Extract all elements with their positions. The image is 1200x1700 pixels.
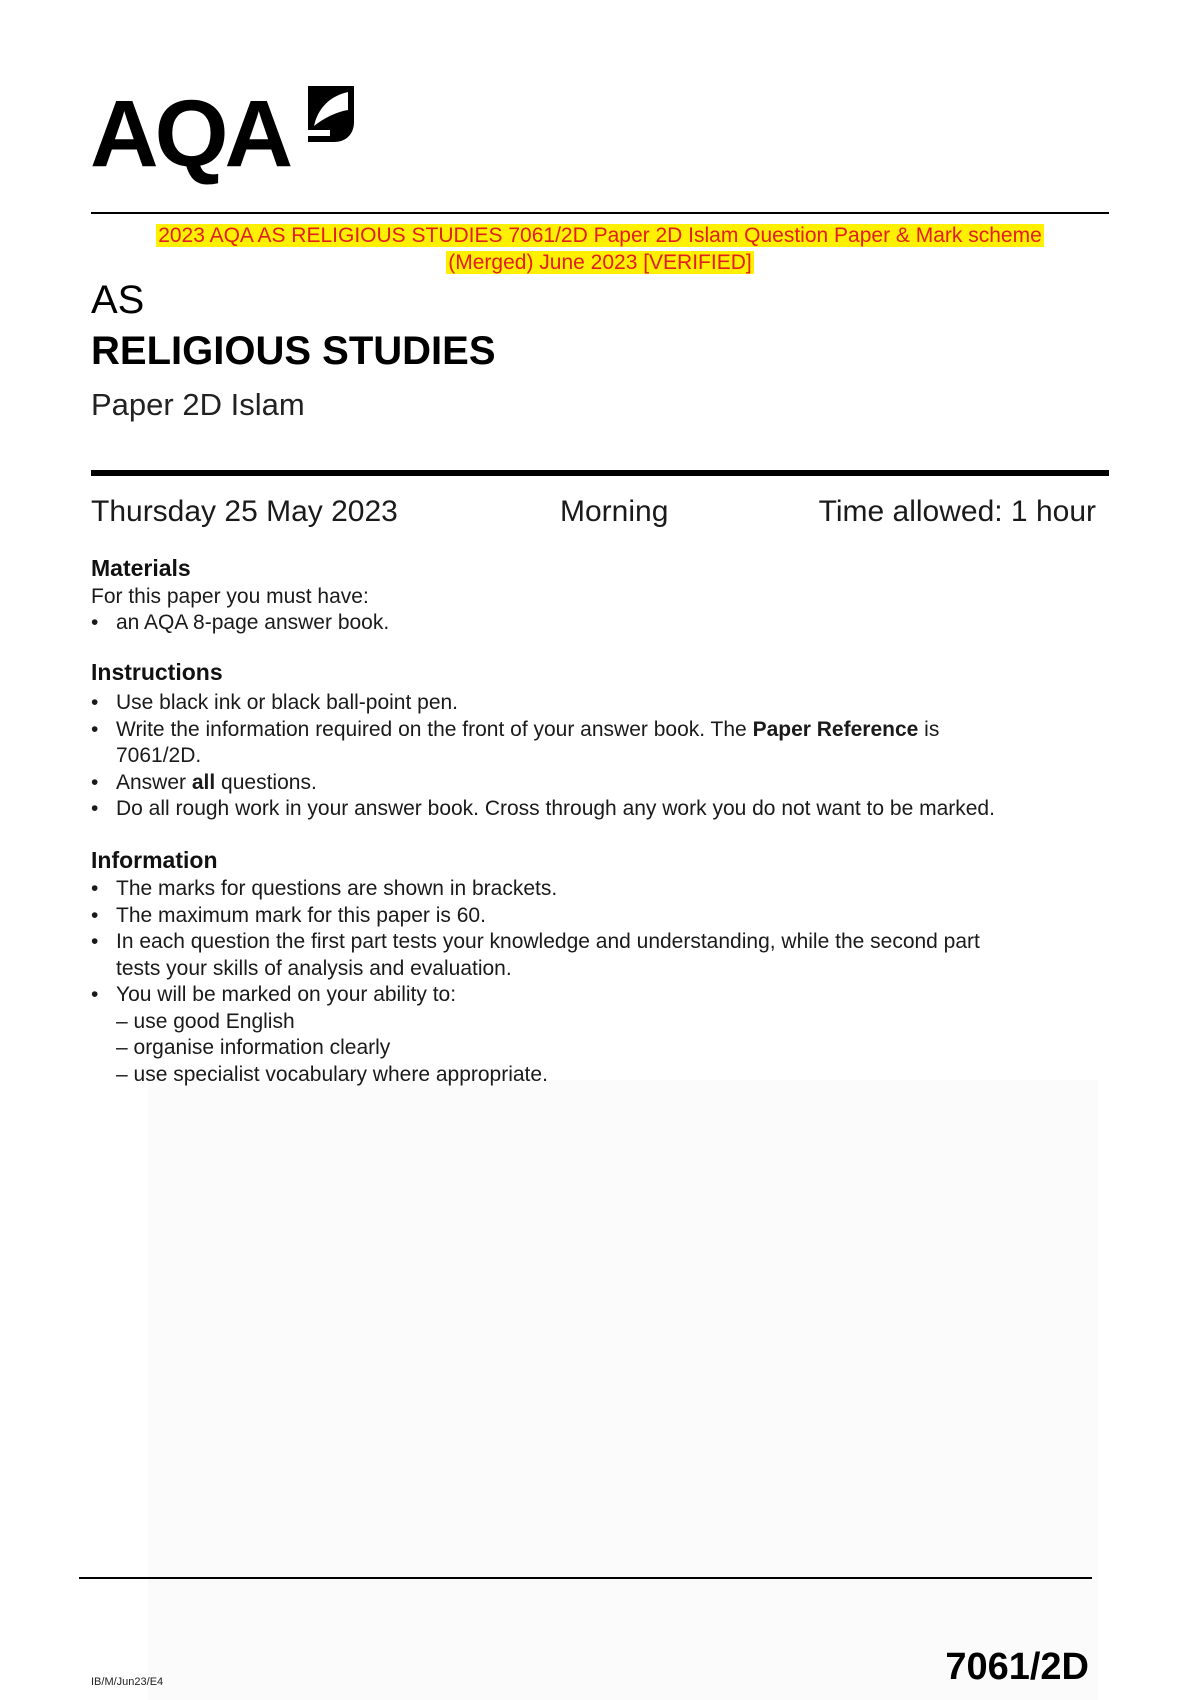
paper-code: 7061/2D <box>945 1646 1089 1688</box>
instruction-text: Use black ink or black ball-point pen. <box>116 691 459 714</box>
instructions-heading: Instructions <box>91 659 223 685</box>
aqa-logo-mark-icon <box>298 84 354 142</box>
information-text: You will be marked on your ability to: <box>116 983 457 1006</box>
materials-heading: Materials <box>91 555 191 581</box>
time-allowed: Time allowed: 1 hour <box>818 495 1096 528</box>
information-list <box>91 876 1091 1088</box>
paper-name: Paper 2D Islam <box>91 387 305 422</box>
aqa-logo <box>90 81 360 187</box>
list-item <box>91 982 1091 1088</box>
instruction-text: is <box>918 717 940 741</box>
instruction-text: Do all rough work in your answer book. Cross through any work you do not want to be marked. <box>116 797 995 820</box>
list-item <box>91 770 1091 797</box>
banner-line-1: 2023 AQA AS RELIGIOUS STUDIES 7061/2D Paper 2D Islam Question Paper & Mark scheme <box>158 224 1042 247</box>
subject-title: RELIGIOUS STUDIES <box>91 329 496 373</box>
bullet-icon: • <box>91 611 99 634</box>
bullet-icon: • <box>91 797 99 820</box>
aqa-logo-text: AQA <box>90 81 290 187</box>
list-item <box>91 796 1091 823</box>
information-text: tests your skills of analysis and evaluation. <box>116 956 512 980</box>
paper-reference-label: Paper Reference <box>752 717 919 741</box>
bullet-icon: • <box>91 691 99 714</box>
materials-intro: For this paper you must have: <box>91 585 369 608</box>
qualification-level: AS <box>91 278 145 322</box>
exam-date: Thursday 25 May 2023 <box>91 495 398 528</box>
document-title-banner <box>100 222 1100 276</box>
bullet-icon: • <box>91 983 99 1006</box>
paper-reference-code: 7061/2D. <box>116 744 202 767</box>
list-item <box>91 903 1091 930</box>
header-rule <box>91 212 1109 214</box>
bullet-icon: • <box>91 770 99 794</box>
banner-line-2: (Merged) June 2023 [VERIFIED] <box>448 251 752 274</box>
information-text: The maximum mark for this paper is 60. <box>116 903 486 927</box>
instruction-text: questions. <box>215 770 317 794</box>
materials-item: an AQA 8-page answer book. <box>116 611 390 634</box>
instruction-text: Write the information required on the front of your answer book. The <box>116 717 753 741</box>
page-background-shade <box>148 1080 1098 1700</box>
information-text: The marks for questions are shown in brackets. <box>116 877 558 900</box>
ability-sub-item: – use good English <box>116 1009 295 1033</box>
bullet-icon: • <box>91 903 99 927</box>
instructions-list <box>91 690 1091 823</box>
information-text: In each question the first part tests your knowledge and understanding, while the second part <box>116 930 980 953</box>
footer-reference: IB/M/Jun23/E4 <box>91 1676 164 1688</box>
ability-sub-item: – organise information clearly <box>116 1036 391 1059</box>
list-item <box>91 929 1091 982</box>
ability-sub-item: – use specialist vocabulary where appropriate. <box>116 1062 548 1086</box>
list-item <box>91 717 1091 770</box>
materials-list <box>91 610 1091 637</box>
title-divider <box>91 470 1109 476</box>
all-emphasis: all <box>191 770 216 794</box>
bullet-icon: • <box>91 930 99 953</box>
list-item <box>91 876 1091 903</box>
list-item <box>91 610 1091 637</box>
instruction-text: Answer <box>116 770 192 794</box>
information-heading: Information <box>91 847 218 873</box>
exam-session: Morning <box>560 495 669 528</box>
bullet-icon: • <box>91 717 99 741</box>
footer-rule <box>79 1577 1092 1579</box>
list-item <box>91 690 1091 717</box>
bullet-icon: • <box>91 877 99 900</box>
